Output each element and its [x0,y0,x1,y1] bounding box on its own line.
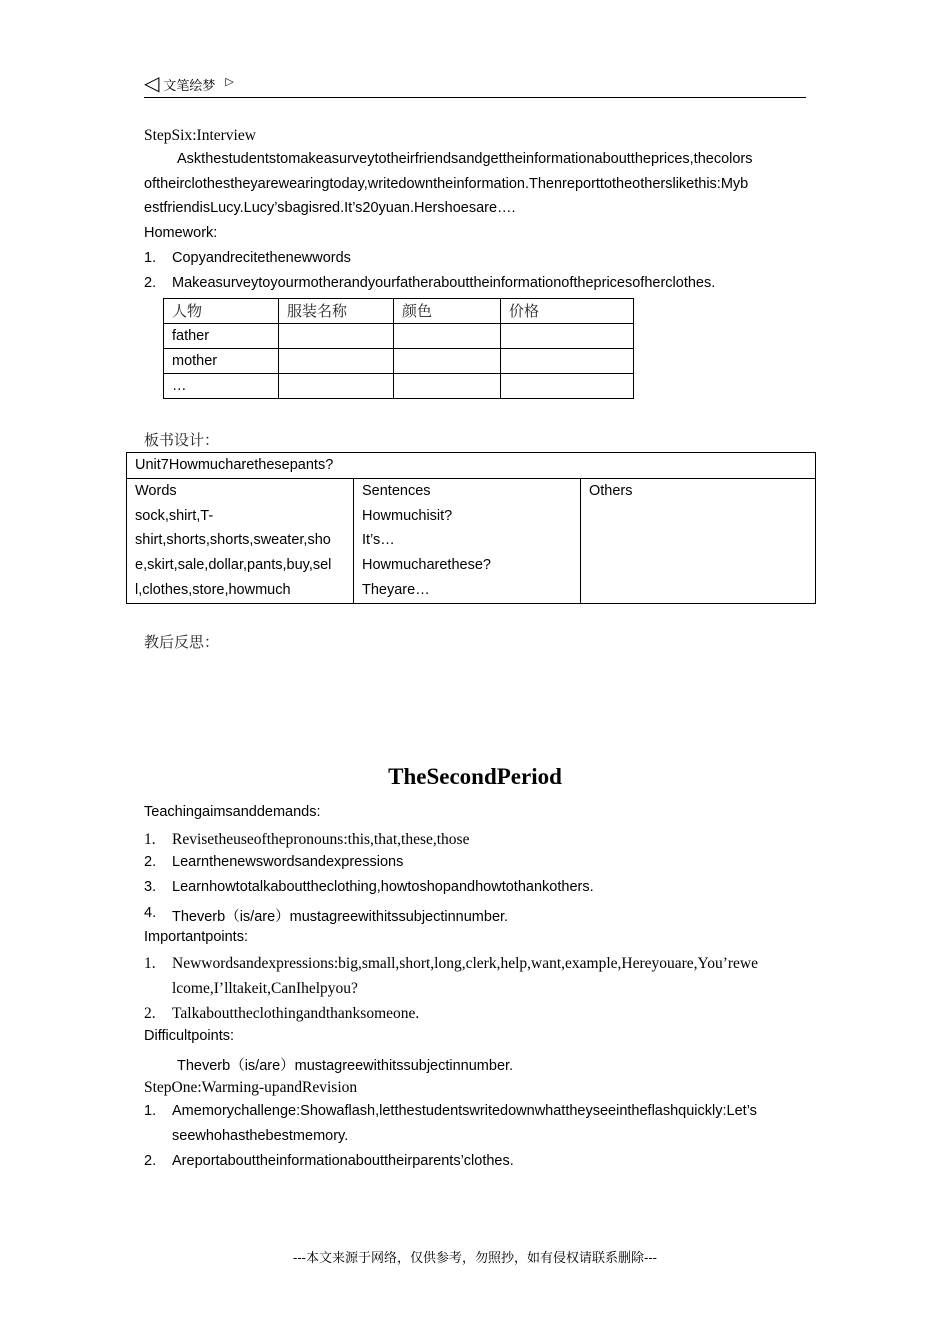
empty-cell [501,349,634,374]
words-line: l,clothes,store,howmuch [135,581,291,598]
difficult-label: Difficultpoints: [144,1028,234,1044]
step-six-line-2: oftheirclothestheyarewearingtoday,writedowntheinformation.Thenreporttotheotherslikethis:Myb [144,176,749,192]
homework-item-2: Makeasurveytoyourmotherandyourfatherabouttheinformationofthepricesofherclothes. [172,275,716,291]
header-cell-clothing: 服装名称 [279,299,394,324]
step-six-title: StepSix:Interview [144,127,256,144]
important-1-num: 1. [144,955,156,972]
section-title: TheSecondPeriod [388,764,562,789]
words-line: e,skirt,sale,dollar,pants,buy,sel [135,557,332,574]
row-label-mother: mother [164,349,279,374]
important-2-num: 2. [144,1005,156,1022]
aim-1-num: 1. [144,831,156,848]
header-rule [144,97,806,98]
board-label: 板书设计： [144,432,220,449]
empty-cell [501,374,634,399]
step-six-line-3: estfriendisLucy.Lucy’sbagisred.It’s20yuan.Hershoesare…. [144,200,516,216]
aim-2-num: 2. [144,854,157,870]
sentences-line: Theyare… [362,581,430,598]
board-words-cell [127,479,354,604]
board-title-row [127,453,816,479]
words-line: Words [135,483,177,499]
words-line: shirt,shorts,shorts,sweater,sho [135,532,331,549]
table-row [164,349,634,374]
empty-cell [394,349,501,374]
aim-3-num: 3. [144,879,157,895]
words-line: sock,shirt,T- [135,507,214,524]
homework-item-1: Copyandrecitethenewwords [172,250,351,266]
step-one-1-line-2: seewhohasthebestmemory. [172,1128,349,1144]
aim-1: Revisetheuseofthepronouns:this,that,these,those [172,831,470,848]
aim-2: Learnthenewswordsandexpressions [172,854,404,870]
header-cell-price: 价格 [501,299,634,324]
aim-4-num: 4. [144,905,157,921]
others-label: Others [589,483,633,499]
step-one-title: StepOne:Warming-upandRevision [144,1079,358,1096]
board-design-table [126,452,816,604]
step-one-2-num: 2. [144,1153,157,1169]
sentences-line: Howmucharethese? [362,557,491,574]
step-one-1-line-1: Amemorychallenge:Showaflash,letthestudentswritedownwhattheyseeintheflashquickly:Let’s [172,1103,757,1119]
table-row [164,324,634,349]
row-label-father: father [164,324,279,349]
table-row [164,374,634,399]
empty-cell [279,374,394,399]
right-triangle-icon: ▷ [225,75,234,88]
reflection-label: 教后反思： [144,634,220,651]
aim-4: Theverb（is/are）mustagreewithitssubjectinnumber. [172,909,509,925]
empty-cell [501,324,634,349]
left-triangle-icon: ◁ [144,73,160,95]
header-cell-color: 颜色 [394,299,501,324]
important-1-line-1: Newwordsandexpressions:big,small,short,long,clerk,help,want,example,Hereyouare,You’rewe [172,955,758,972]
board-content-row [127,479,816,604]
homework-item-1-num: 1. [144,250,157,266]
board-others-cell [581,479,816,604]
step-six-line-1: Askthestudentstomakeasurveytotheirfriendsandgettheinformationabouttheprices,thecolors [177,151,753,167]
sentences-line: It’s… [362,532,395,549]
board-title: Unit7Howmucharethesepants? [127,453,816,479]
empty-cell [279,324,394,349]
step-one-2: Areportabouttheinformationabouttheirparents’clothes. [172,1153,514,1169]
sentences-line: Sentences [362,483,431,499]
important-1-line-2: lcome,I’lltakeit,CanIhelpyou? [172,980,358,997]
empty-cell [394,324,501,349]
page-footer: ---本文来源于网络，仅供参考，勿照抄，如有侵权请联系删除--- [293,1250,657,1265]
page-header [144,74,234,94]
empty-cell [279,349,394,374]
table-header-row [164,299,634,324]
homework-item-2-num: 2. [144,275,157,291]
sentences-line: Howmuchisit? [362,507,453,524]
header-cell-person: 人物 [164,299,279,324]
important-2: Talkabouttheclothingandthanksomeone. [172,1005,420,1022]
aims-label: Teachingaimsanddemands: [144,804,321,820]
board-sentences-cell [354,479,581,604]
aim-3: Learnhowtotalkabouttheclothing,howtoshopandhowtothankothers. [172,879,594,895]
empty-cell [394,374,501,399]
row-label-ellipsis: … [164,374,279,399]
important-label: Importantpoints: [144,929,248,945]
header-brand: 文笔绘梦 [163,77,216,93]
difficult-text: Theverb（is/are）mustagreewithitssubjectinnumber. [177,1058,514,1074]
survey-table [163,298,634,399]
homework-label: Homework: [144,225,218,241]
step-one-1-num: 1. [144,1103,157,1119]
